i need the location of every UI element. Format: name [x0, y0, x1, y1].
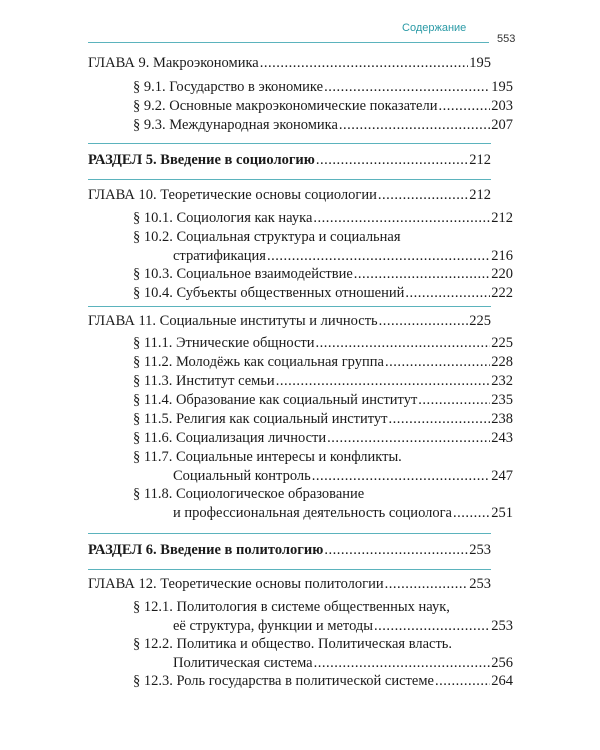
toc-entry-label: ГЛАВА 10. Теоретические основы социологии — [88, 187, 377, 203]
toc-entry-page: 247 — [491, 468, 513, 484]
divider-rule — [88, 179, 491, 180]
toc-entry-page: 212 — [469, 152, 491, 168]
toc-entry-label: ГЛАВА 11. Социальные институты и личность — [88, 313, 378, 329]
toc-section-10-3[interactable] — [133, 266, 513, 283]
toc-entry-label: ГЛАВА 9. Макроэкономика — [88, 55, 259, 71]
divider-rule — [88, 569, 491, 570]
toc-entry-label-continued: стратификация — [173, 248, 266, 264]
toc-section-11-3[interactable] — [133, 373, 513, 390]
toc-entry-label: § 9.1. Государство в экономике — [133, 79, 324, 95]
toc-section-11-2[interactable] — [133, 354, 513, 371]
toc-entry-label: § 11.5. Религия как социальный институт — [133, 411, 388, 427]
toc-entry-page: 238 — [491, 411, 513, 427]
toc-entry-label: § 11.4. Образование как социальный институт — [133, 392, 418, 408]
toc-section-11-8[interactable] — [133, 486, 513, 522]
toc-entry-page: 225 — [491, 335, 513, 351]
toc-entry-page: 253 — [469, 542, 491, 558]
page-number: 553 — [497, 33, 516, 45]
toc-section-11-6[interactable] — [133, 430, 513, 447]
toc-section-11-4[interactable] — [133, 392, 513, 409]
toc-entry-label: ГЛАВА 12. Теоретические основы политологии — [88, 576, 384, 592]
toc-entry-label-continued: и профессиональная деятельность социолога — [173, 505, 452, 521]
toc-entry-page: 243 — [491, 430, 513, 446]
toc-entry-label: § 12.1. Политология в системе общественных наук, — [133, 599, 450, 615]
toc-entry-page: 195 — [469, 55, 491, 71]
toc-entry-label: § 10.1. Социология как наука — [133, 210, 313, 226]
toc-entry-page: 235 — [491, 392, 513, 408]
toc-section-11-5[interactable] — [133, 411, 513, 428]
toc-chapter-12[interactable] — [88, 576, 491, 593]
toc-entry-page: 232 — [491, 373, 513, 389]
toc-entry-label: § 11.8. Социологическое образование — [133, 486, 365, 502]
toc-entry-label: § 12.3. Роль государства в политической системе — [133, 673, 434, 689]
toc-entry-page: 225 — [469, 313, 491, 329]
toc-chapter-10[interactable] — [88, 187, 491, 204]
toc-section-12-2[interactable] — [133, 636, 513, 672]
toc-entry-label-continued: её структура, функции и методы — [173, 618, 374, 634]
toc-entry-page: 220 — [491, 266, 513, 282]
toc-entry-label: § 9.3. Международная экономика — [133, 117, 338, 133]
toc-entry-page: 207 — [491, 117, 513, 133]
toc-entry-page: 253 — [469, 576, 491, 592]
toc-entry-page: 212 — [491, 210, 513, 226]
toc-section-9-3[interactable] — [133, 117, 513, 134]
toc-entry-label: § 11.7. Социальные интересы и конфликты. — [133, 449, 402, 465]
toc-section-12-3[interactable] — [133, 673, 513, 690]
toc-entry-page: 222 — [491, 285, 513, 301]
toc-entry-label: § 12.2. Политика и общество. Политическая власть. — [133, 636, 453, 652]
toc-entry-label: РАЗДЕЛ 5. Введение в социологию — [88, 152, 315, 168]
toc-chapter-11[interactable] — [88, 313, 491, 330]
toc-entry-label: § 11.2. Молодёжь как социальная группа — [133, 354, 384, 370]
toc-section-11-7[interactable] — [133, 449, 513, 485]
toc-section-10-2[interactable] — [133, 229, 513, 265]
toc-entry-label: § 11.1. Этнические общности — [133, 335, 315, 351]
divider-rule — [88, 143, 491, 144]
divider-rule — [88, 533, 491, 534]
toc-entry-page: 251 — [491, 505, 513, 521]
toc-entry-label: § 10.2. Социальная структура и социальная — [133, 229, 401, 245]
toc-entry-page: 216 — [491, 248, 513, 264]
toc-section-11-1[interactable] — [133, 335, 513, 352]
toc-entry-label: § 11.6. Социализация личности — [133, 430, 327, 446]
header-rule — [88, 42, 489, 43]
toc-entry-label-continued: Социальный контроль — [173, 468, 311, 484]
toc-entry-label: § 9.2. Основные макроэкономические показатели — [133, 98, 438, 114]
toc-section-10-1[interactable] — [133, 210, 513, 227]
toc-chapter-9[interactable] — [88, 55, 491, 72]
divider-rule — [88, 306, 491, 307]
toc-entry-page: 228 — [491, 354, 513, 370]
toc-part-5[interactable] — [88, 152, 491, 169]
toc-entry-label: § 10.3. Социальное взаимодействие — [133, 266, 353, 282]
toc-entry-label: § 11.3. Институт семьи — [133, 373, 275, 389]
toc-part-6[interactable] — [88, 542, 491, 559]
toc-section-10-4[interactable] — [133, 285, 513, 302]
toc-entry-page: 195 — [491, 79, 513, 95]
toc-entry-page: 212 — [469, 187, 491, 203]
toc-entry-page: 256 — [491, 655, 513, 671]
toc-entry-label: РАЗДЕЛ 6. Введение в политологию — [88, 542, 324, 558]
toc-entry-page: 203 — [491, 98, 513, 114]
toc-entry-page: 253 — [491, 618, 513, 634]
running-header-title: Содержание — [402, 22, 467, 34]
toc-entry-page: 264 — [491, 673, 513, 689]
toc-section-9-1[interactable] — [133, 79, 513, 96]
toc-section-12-1[interactable] — [133, 599, 513, 635]
toc-section-9-2[interactable] — [133, 98, 513, 115]
toc-entry-label-continued: Политическая система — [173, 655, 313, 671]
toc-entry-label: § 10.4. Субъекты общественных отношений — [133, 285, 405, 301]
